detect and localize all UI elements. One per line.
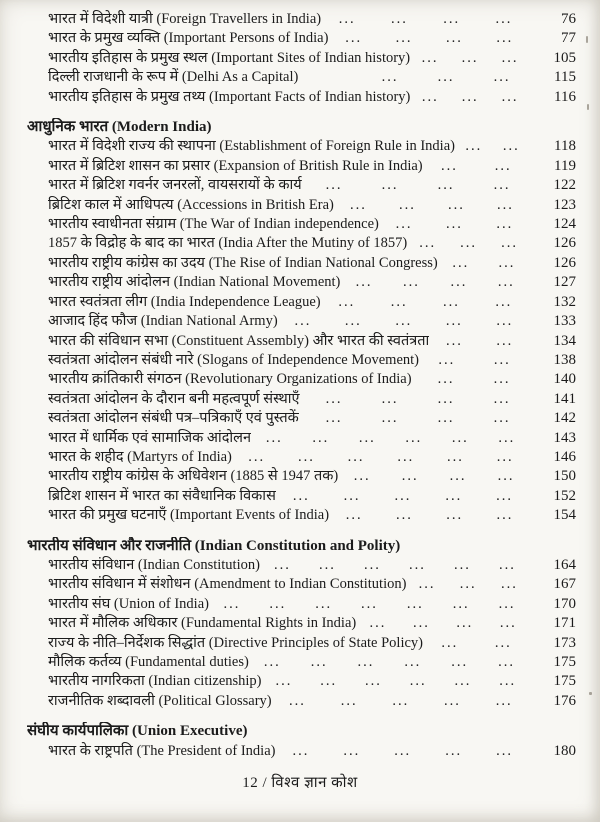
toc-row [27, 448, 576, 467]
toc-entry-page-number: 176 [553, 692, 576, 709]
toc-entry-title: भारतीय इतिहास के प्रमुख स्थल (Important Sites of Indian history) [48, 49, 411, 66]
toc-entry-page-number: 105 [553, 49, 576, 66]
toc-row [27, 653, 576, 672]
toc-entry-page-number: 77 [561, 30, 576, 47]
toc-row [27, 312, 576, 331]
toc-entry-page-number: 132 [553, 293, 576, 310]
toc-row [27, 390, 576, 409]
toc-entry-page-number: 138 [553, 351, 576, 368]
toc-row [27, 467, 576, 486]
toc-row [27, 370, 576, 389]
leader-dots: ... ... ... ... [325, 410, 511, 427]
leader-dots: ... ... ... ... ... [289, 692, 513, 709]
toc-entry-page-number: 175 [553, 654, 576, 670]
toc-row [27, 595, 576, 614]
toc-entry-page-number: 126 [553, 254, 576, 271]
leader-dots: ... ... [441, 634, 512, 651]
toc-section-heading: भारतीय संविधान और राजनीति (Indian Constitution and Polity) [27, 537, 401, 554]
toc-entry-title: भारत के प्रमुख व्यक्ति (Important Persons of India) [48, 30, 329, 47]
toc-entry-page-number: 150 [553, 468, 576, 485]
leader-dots: ... ... ... ... ... ... ... [223, 595, 516, 612]
toc-entry-title: भारतीय इतिहास के प्रमुख तथ्य (Important Facts of Indian history) [48, 88, 411, 105]
toc-entry-page-number: 122 [553, 177, 576, 194]
toc-entry-title: भारतीय राष्ट्रीय आंदोलन (Indian National Movement) [48, 274, 341, 291]
leader-dots: ... ... ... ... [355, 274, 515, 291]
leader-dots: ... ... ... [419, 235, 518, 252]
toc-row [27, 506, 576, 525]
toc-entry-title: भारतीय संविधान (Indian Constitution) [48, 556, 260, 573]
leader-dots: ... ... ... [381, 69, 511, 86]
leader-dots: ... ... ... ... ... [294, 313, 514, 330]
toc-row [27, 49, 576, 68]
leader-dots: ... ... ... ... ... ... [273, 556, 516, 573]
toc-entry-title: मौलिक कर्तव्य (Fundamental duties) [48, 654, 249, 670]
toc-entry-page-number: 116 [554, 88, 576, 105]
toc-entry-title: भारत में धार्मिक एवं सामाजिक आंदोलन [48, 429, 252, 446]
toc-entry-page-number: 146 [553, 448, 576, 465]
toc-entry-title: भारतीय नागरिकता (Indian citizenship) [48, 673, 262, 690]
toc-row [27, 29, 576, 48]
toc-entry-title: भारतीय संघ (Union of India) [48, 595, 209, 612]
toc-entry-title: स्वतंत्रता आंदोलन संबंधी पत्र–पत्रिकाएँ एवं पुस्तकें [48, 410, 299, 427]
leader-dots: ... ... ... ... ... [292, 487, 514, 504]
toc-entry-title: भारतीय स्वाधीनता संग्राम (The War of Indian independence) [48, 216, 379, 233]
toc-entry-title: भारत में ब्रिटिश शासन का प्रसार (Expansion of British Rule in India) [48, 157, 423, 174]
toc-entry-page-number: 76 [561, 11, 576, 27]
leader-dots: ... ... [452, 254, 516, 271]
leader-dots: ... ... ... ... [353, 468, 515, 485]
toc-entry-page-number: 133 [553, 313, 576, 330]
toc-entry-page-number: 143 [553, 429, 576, 446]
toc-row [27, 332, 576, 351]
toc-row [27, 157, 576, 176]
leader-dots: ... ... ... ... [369, 615, 517, 632]
scan-speck [589, 692, 592, 695]
leader-dots: ... ... ... ... ... ... [263, 654, 515, 670]
leader-dots: ... ... ... ... [345, 30, 514, 47]
leader-dots: ... ... [437, 371, 511, 388]
leader-dots: ... ... ... ... [325, 390, 511, 407]
toc-row [27, 742, 576, 761]
toc-row [27, 634, 576, 653]
toc-entry-page-number: 173 [553, 634, 576, 651]
leader-dots: ... ... [438, 351, 511, 368]
toc-entry-title: स्वतंत्रता आंदोलन संबंधी नारे (Slogans of Independence Movement) [48, 351, 419, 368]
toc-entry-page-number: 124 [553, 216, 576, 233]
toc-entry-page-number: 119 [554, 157, 576, 174]
leader-dots: ... ... ... ... [345, 507, 514, 524]
toc-row [27, 68, 576, 87]
toc-entry-page-number: 140 [553, 371, 576, 388]
toc-entry-title: ब्रिटिश शासन में भारत का संवैधानिक विकास [48, 487, 276, 504]
toc-entry-page-number: 115 [554, 69, 576, 86]
toc-entry-title: भारत स्वतंत्रता लीग (India Independence League) [48, 293, 321, 310]
leader-dots: ... ... ... ... ... ... [275, 673, 517, 690]
toc-row [27, 575, 576, 594]
toc-row [27, 409, 576, 428]
toc-entry-page-number: 175 [553, 673, 576, 690]
toc-entry-title: भारतीय क्रांतिकारी संगठन (Revolutionary Organizations of India) [48, 371, 412, 388]
toc-entry-title: भारतीय राष्ट्रीय कांग्रेस के अधिवेशन (1885 से 1947 तक) [48, 468, 339, 485]
toc-entry-title: आजाद हिंद फौज (Indian National Army) [48, 313, 278, 330]
toc-row [27, 614, 576, 633]
leader-dots: ... ... ... ... ... [292, 742, 513, 759]
toc-row [27, 692, 576, 711]
leader-dots: ... ... [441, 157, 512, 174]
toc-entry-page-number: 141 [553, 390, 576, 407]
leader-dots: ... ... [465, 138, 520, 155]
toc-row [27, 293, 576, 312]
scan-speck [587, 104, 589, 110]
scan-speck [586, 36, 588, 43]
toc-entry-page-number: 180 [553, 742, 576, 759]
toc-entry-page-number: 170 [553, 595, 576, 612]
page-footer: 12 / विश्व ज्ञान कोश [242, 775, 358, 792]
toc-section-heading: आधुनिक भारत (Modern India) [27, 119, 212, 136]
toc-row [27, 556, 576, 575]
toc-row [27, 487, 576, 506]
toc-row [27, 429, 576, 448]
toc-entry-page-number: 164 [553, 556, 576, 573]
toc-entry-title: ब्रिटिश काल में आधिपत्य (Accessions in British Era) [48, 196, 334, 213]
toc-row [27, 672, 576, 691]
toc-row [27, 215, 576, 234]
toc-entry-page-number: 142 [553, 410, 576, 427]
toc-row [27, 196, 576, 215]
leader-dots: ... ... ... ... [349, 196, 514, 213]
toc-entry-page-number: 134 [553, 332, 576, 349]
toc-row [27, 273, 576, 292]
toc-entry-title: भारत में ब्रिटिश गवर्नर जनरलों, वायसरायों के कार्य [48, 177, 302, 194]
toc-row [27, 351, 576, 370]
toc-entry-title: राजनीतिक शब्दावली (Political Glossary) [48, 692, 272, 709]
leader-dots: ... ... ... [418, 576, 518, 593]
toc-entry-page-number: 171 [553, 615, 576, 632]
toc-entry-title: भारत की संविधान सभा (Constituent Assembly) और भारत की स्वतंत्रता [48, 332, 430, 349]
toc-entry-page-number: 154 [553, 507, 576, 524]
toc-entry-title: भारत में विदेशी यात्री (Foreign Travellers in India) [48, 11, 322, 27]
toc-entry-title: भारत के राष्ट्रपति (The President of India) [48, 742, 276, 759]
toc-row [27, 234, 576, 253]
toc-section-heading: संघीय कार्यपालिका (Union Executive) [27, 723, 248, 740]
toc-row [27, 176, 576, 195]
toc-entry-title: भारतीय संविधान में संशोधन (Amendment to Indian Constitution) [48, 576, 407, 593]
toc-entry-title: भारत के शहीद (Martyrs of India) [48, 448, 232, 465]
toc-entry-page-number: 167 [553, 576, 576, 593]
leader-dots: ... ... ... ... [325, 177, 511, 194]
toc-row [27, 254, 576, 273]
toc-entry-title: भारतीय राष्ट्रीय कांग्रेस का उदय (The Rise of Indian National Congress) [48, 254, 438, 271]
leader-dots: ... ... ... [421, 49, 519, 66]
toc-entry-title: स्वतंत्रता आंदोलन के दौरान बनी महत्वपूर्ण संस्थाएँ [48, 390, 300, 407]
leader-dots: ... ... [446, 332, 514, 349]
toc-entry-page-number: 126 [553, 235, 576, 252]
toc-row [27, 88, 576, 107]
toc-entry-page-number: 118 [554, 138, 576, 155]
toc-entry-title: भारत की प्रमुख घटनाएँ (Important Events of India) [48, 507, 330, 524]
toc-entry-title: भारत में विदेशी राज्य की स्थापना (Establishment of Foreign Rule in India) [48, 138, 455, 155]
toc-entry-title: राज्य के नीति–निर्देशक सिद्धांत (Directive Principles of State Policy) [48, 634, 423, 651]
toc-row [27, 10, 576, 29]
toc-entry-title: दिल्ली राजधानी के रूप में (Delhi As a Capital) [48, 69, 299, 86]
toc-entry-title: 1857 के विद्रोह के बाद का भारत (India After the Mutiny of 1857) [48, 235, 408, 252]
leader-dots: ... ... ... ... ... ... [265, 429, 516, 446]
toc-entry-page-number: 123 [553, 196, 576, 213]
toc-entry-title: भारत में मौलिक अधिकार (Fundamental Rights in India) [48, 615, 357, 632]
leader-dots: ... ... ... [421, 88, 519, 105]
leader-dots: ... ... ... ... [338, 293, 513, 310]
toc-row [27, 137, 576, 156]
leader-dots: ... ... ... [395, 216, 514, 233]
leader-dots: ... ... ... ... [338, 11, 513, 27]
leader-dots: ... ... ... ... ... ... [248, 448, 514, 465]
toc-entry-page-number: 127 [553, 274, 576, 291]
toc-entry-page-number: 152 [553, 487, 576, 504]
